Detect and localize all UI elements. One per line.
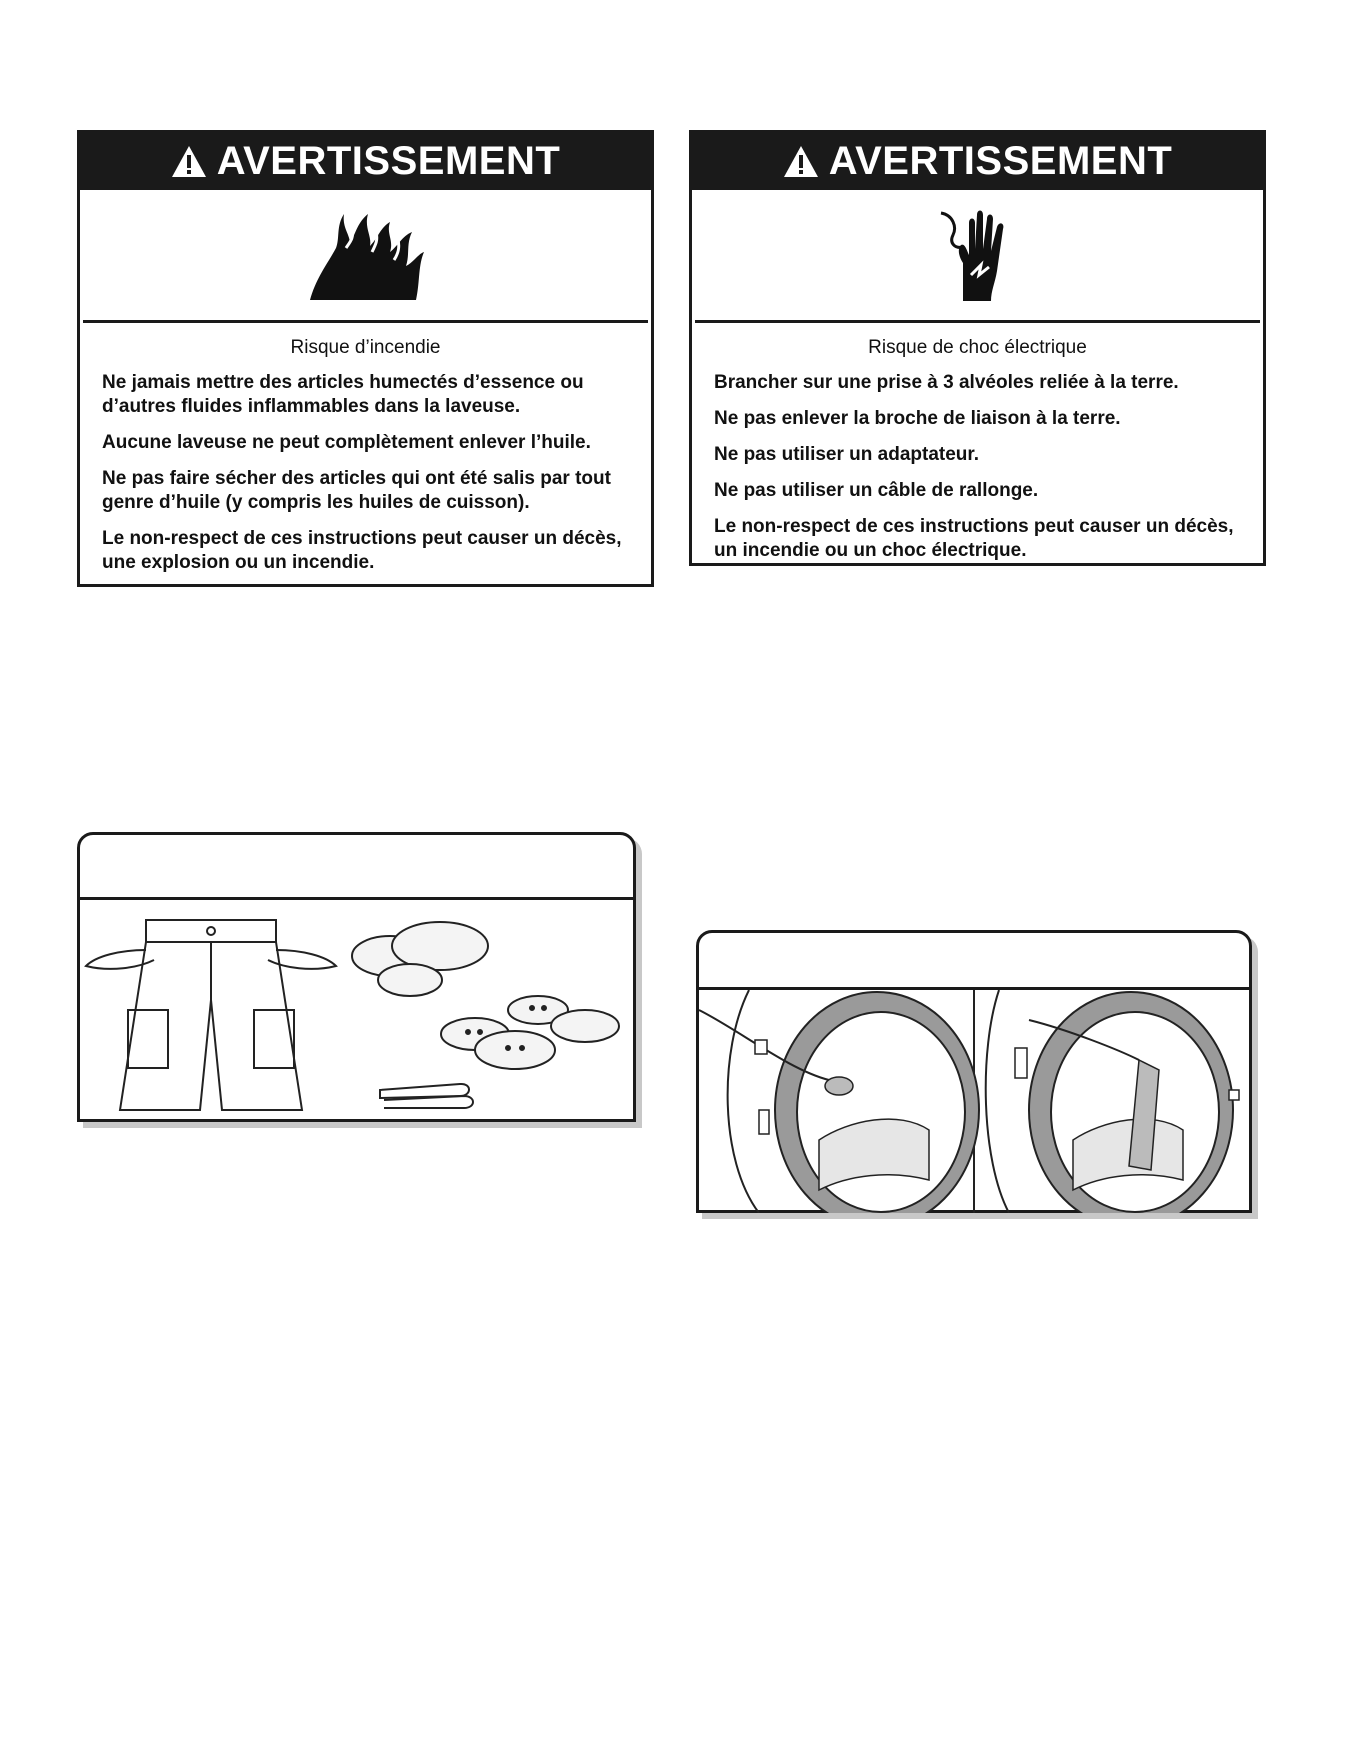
warning-body: [692, 323, 1263, 563]
shock-warning-box: [689, 130, 1266, 566]
fire-icon-row: [83, 190, 648, 323]
warning-line: Ne jamais mettre des articles humectés d’essence ou d’autres fluides inflammables dans la laveuse.: [102, 372, 584, 417]
panel-title-bar: [699, 933, 1249, 990]
warning-title: AVERTISSEMENT: [216, 139, 561, 183]
warning-line: Le non-respect de ces instructions peut causer un décès, une explosion ou un incendie.: [102, 528, 622, 573]
warning-triangle-icon: [171, 145, 207, 178]
warning-triangle-icon: [783, 145, 819, 178]
clean-drum-illustration: [696, 930, 1252, 1213]
warning-title: AVERTISSEMENT: [828, 139, 1173, 183]
warning-line: Ne pas faire sécher des articles qui ont été salis par tout genre d’huile (y compris les huiles de cuisson).: [102, 468, 611, 513]
warning-line: Ne pas enlever la broche de liaison à la terre.: [714, 408, 1121, 429]
washer-drum-left: [699, 990, 979, 1213]
warning-header: [80, 133, 651, 190]
empty-pockets-illustration: [77, 832, 636, 1122]
warning-line: Brancher sur une prise à 3 alvéoles reliée à la terre.: [714, 372, 1179, 393]
safety-pins-icon: [380, 1084, 473, 1108]
warning-body: [80, 323, 651, 575]
fire-icon: [306, 208, 426, 303]
warning-line: Le non-respect de ces instructions peut causer un décès, un incendie ou un choc électrique.: [714, 516, 1234, 561]
electric-shock-icon: [933, 205, 1023, 305]
warning-line: Ne pas utiliser un câble de rallonge.: [714, 480, 1039, 501]
pants-icon: [86, 920, 336, 1110]
coins-icon: [352, 922, 488, 996]
washer-drum-right: [986, 990, 1239, 1213]
panel-title-bar: [80, 835, 633, 900]
buttons-icon: [441, 996, 619, 1069]
warning-header: [692, 133, 1263, 190]
warning-line: Aucune laveuse ne peut complètement enlever l’huile.: [102, 432, 591, 453]
risk-title: Risque d’incendie: [290, 337, 441, 358]
warning-line: Ne pas utiliser un adaptateur.: [714, 444, 980, 465]
pants-and-items-drawing: [80, 900, 633, 1122]
risk-title: Risque de choc électrique: [868, 337, 1087, 358]
fire-warning-box: [77, 130, 654, 587]
shock-icon-row: [695, 190, 1260, 323]
washer-drum-drawing: [699, 990, 1249, 1213]
